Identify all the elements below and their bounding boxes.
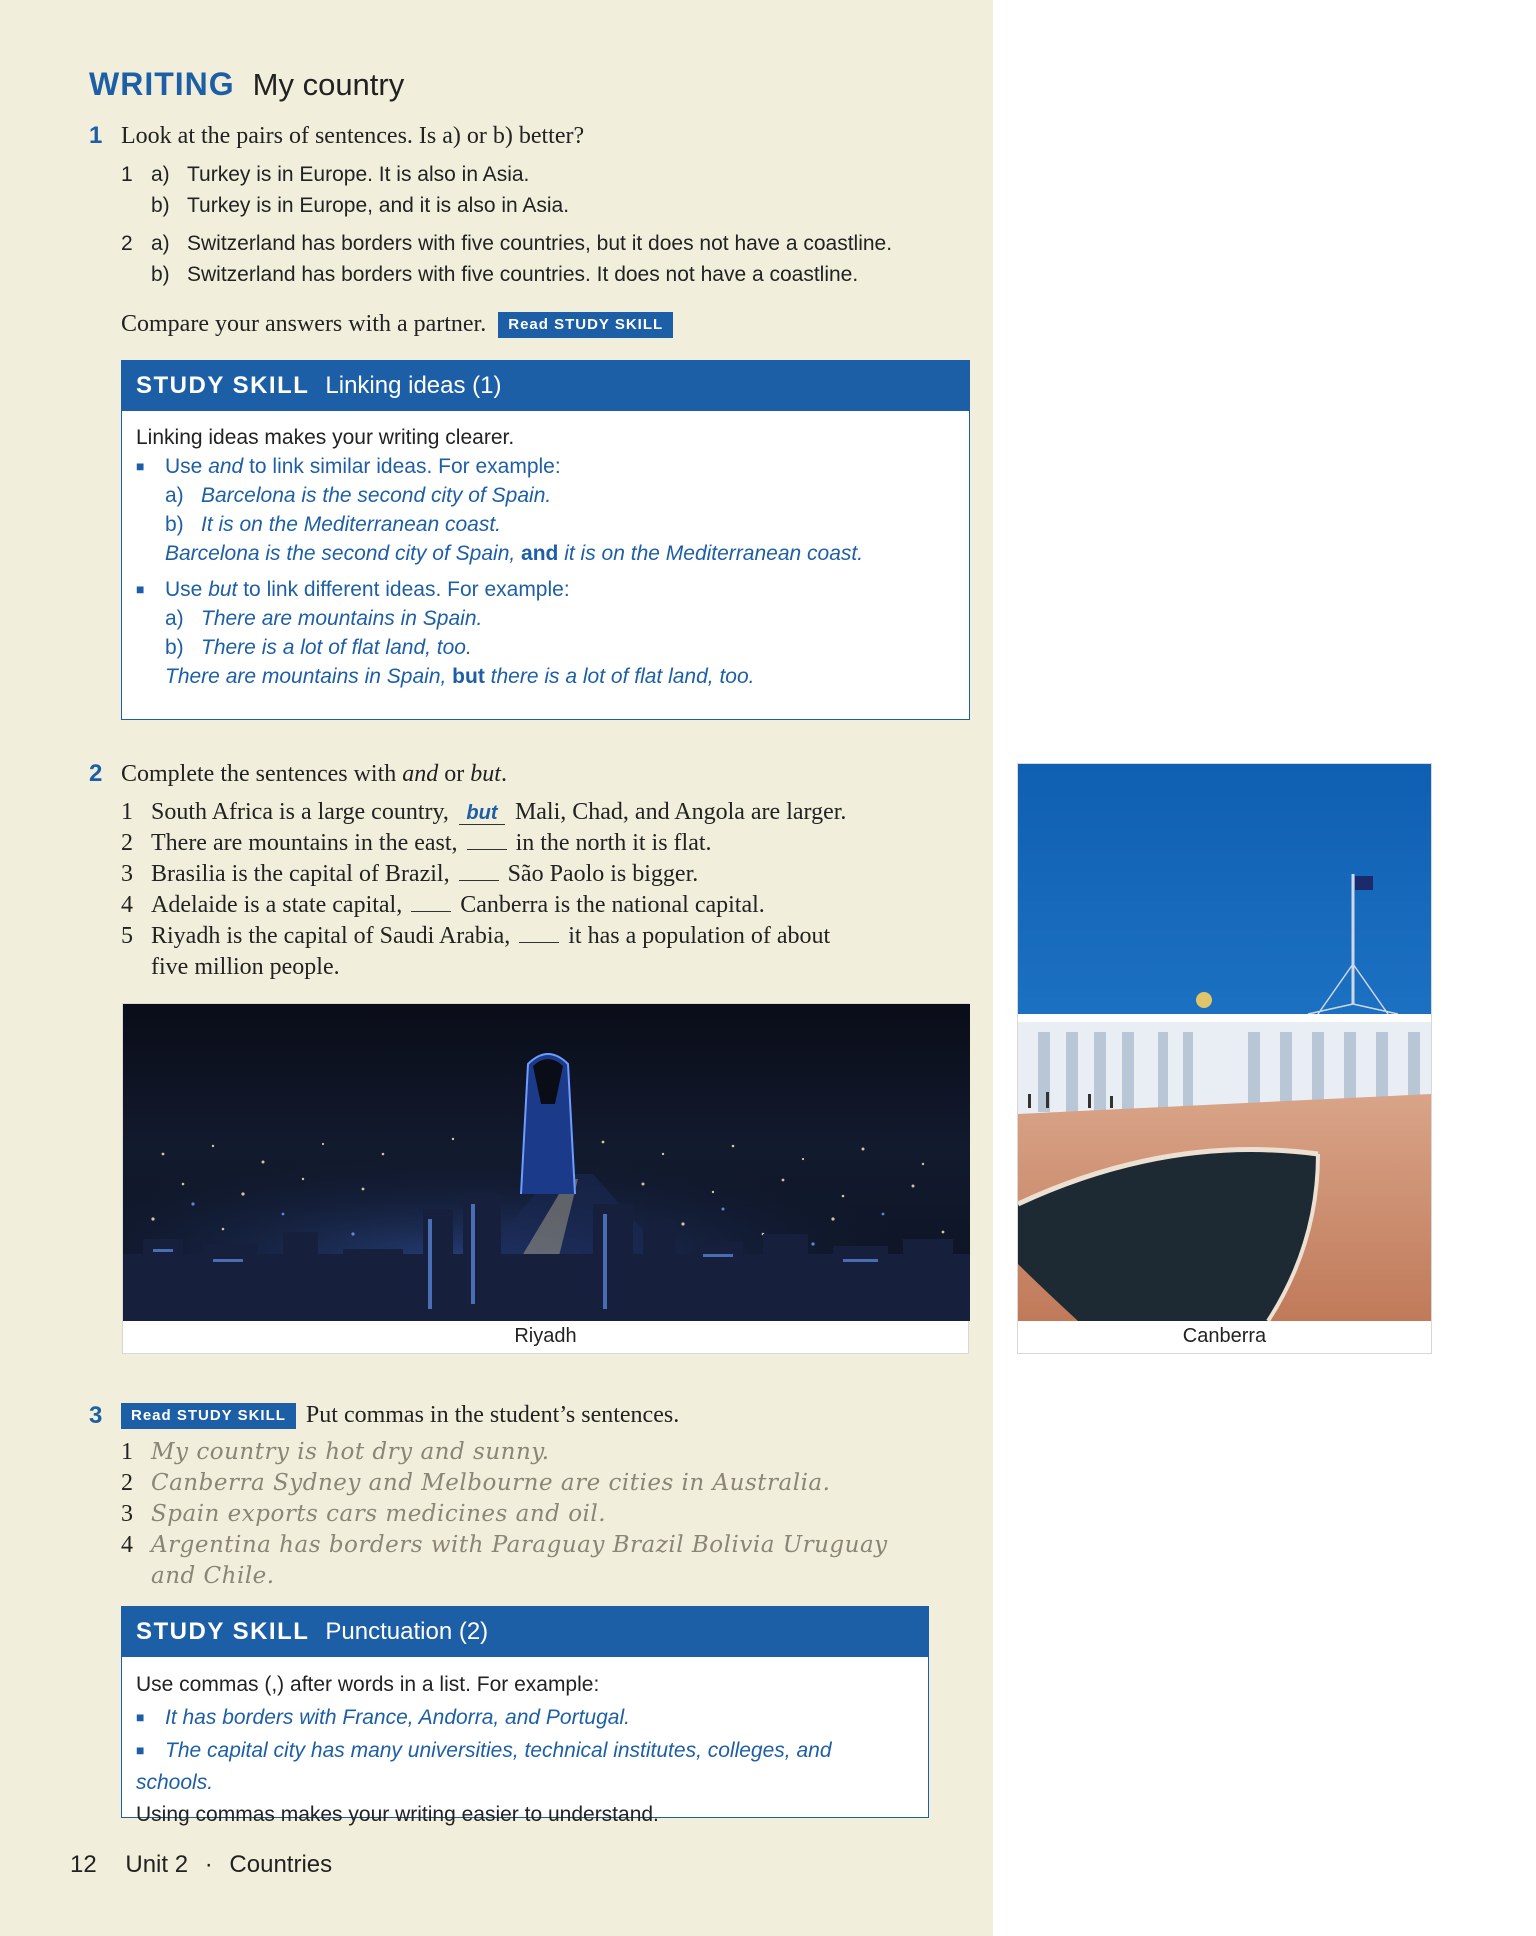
ex3-item-4-cont: and Chile.	[151, 1563, 275, 1589]
ex1-pair-2-a: 2 a) Switzerland has borders with five countries, but it does not have a coastline.	[121, 232, 893, 255]
exercise-3-number: 3	[89, 1402, 103, 1429]
unit-topic: Countries	[229, 1851, 333, 1878]
footer-separator: ·	[204, 1851, 213, 1878]
ex2-sentence-5: 5 Riyadh is the capital of Saudi Arabia, it has a population of about	[121, 923, 831, 949]
read-study-skill-badge[interactable]: Read STUDY SKILL	[121, 1403, 296, 1429]
skill-example-b: b) It is on the Mediterranean coast.	[165, 513, 501, 536]
exercise-1-instruction: Look at the pairs of sentences. Is a) or b) better?	[121, 123, 585, 149]
skill-bullet-but: ■ Use but to link different ideas. For example:	[136, 575, 955, 604]
answer-blank[interactable]	[519, 923, 559, 943]
skill-example-1: ■ It has borders with France, Andorra, and Portugal.	[136, 1701, 914, 1734]
square-bullet-icon: ■	[136, 1709, 145, 1725]
square-bullet-icon: ■	[136, 458, 145, 474]
ex1-pair-1-a: 1 a) Turkey is in Europe. It is also in Asia.	[121, 163, 530, 186]
study-skill-header: STUDY SKILL Linking ideas (1)	[122, 361, 969, 411]
skill-outro: Using commas makes your writing easier to understand.	[136, 1803, 659, 1826]
ex1-pair-2-b: b) Switzerland has borders with five countries. It does not have a coastline.	[151, 263, 859, 286]
study-skill-punctuation	[121, 1606, 929, 1826]
page-footer	[70, 1851, 332, 1879]
study-skill-header: STUDY SKILL Punctuation (2)	[122, 1607, 928, 1657]
study-skill-body	[122, 1657, 928, 1843]
answer-blank[interactable]	[459, 861, 499, 881]
skill-example-result: There are mountains in Spain, but there is a lot of flat land, too.	[165, 665, 755, 688]
exercise-2-sentences	[121, 797, 846, 983]
ex3-item-4: 4 Argentina has borders with Paraguay Brazil Bolivia Uruguay	[121, 1532, 888, 1558]
ex1-compare-line	[121, 309, 673, 339]
ex2-sentence-1: 1 South Africa is a large country, but Mali, Chad, and Angola are larger.	[121, 799, 847, 825]
skill-example-b: b) There is a lot of flat land, too.	[165, 636, 472, 659]
ex3-item-3: 3 Spain exports cars medicines and oil.	[121, 1501, 607, 1527]
unit-label: Unit 2	[125, 1851, 189, 1878]
exercise-1-number: 1	[89, 122, 103, 149]
ex2-sentence-4: 4 Adelaide is a state capital, Canberra is the national capital.	[121, 892, 765, 918]
canberra-parliament-house-image	[1018, 764, 1431, 1321]
section-keyword: WRITING	[89, 66, 235, 102]
skill-intro: Linking ideas makes your writing clearer.	[136, 426, 515, 449]
riyadh-caption: Riyadh	[514, 1325, 577, 1347]
exercise-3-instruction-line	[121, 1400, 679, 1430]
page-number: 12	[70, 1851, 97, 1878]
ex3-item-1: 1 My country is hot dry and sunny.	[121, 1439, 550, 1465]
answer-blank[interactable]	[467, 830, 507, 850]
canberra-photo	[1017, 763, 1432, 1354]
skill-bullet-and: ■ Use and to link similar ideas. For example:	[136, 452, 955, 481]
skill-example-2: ■ The capital city has many universities, technical institutes, colleges, and schools.	[136, 1734, 914, 1799]
canberra-caption: Canberra	[1182, 1325, 1267, 1347]
study-skill-body	[122, 411, 969, 703]
exercise-2-instruction: Complete the sentences with and or but.	[121, 761, 507, 787]
ex2-sentence-5-cont: five million people.	[151, 954, 340, 980]
read-study-skill-badge[interactable]: Read STUDY SKILL	[498, 312, 673, 338]
ex2-sentence-2: 2 There are mountains in the east, in the north it is flat.	[121, 830, 712, 856]
ex3-item-2: 2 Canberra Sydney and Melbourne are cities in Australia.	[121, 1470, 831, 1496]
compare-text: Compare your answers with a partner.	[121, 311, 487, 337]
ex2-sentence-3: 3 Brasilia is the capital of Brazil, São Paolo is bigger.	[121, 861, 699, 887]
square-bullet-icon: ■	[136, 1742, 145, 1758]
skill-intro: Use commas (,) after words in a list. For example:	[136, 1673, 600, 1696]
riyadh-photo	[122, 1003, 969, 1354]
exercise-2-number: 2	[89, 760, 103, 787]
ex1-pair-1-b: b) Turkey is in Europe, and it is also in Asia.	[151, 194, 570, 217]
example-answer: but	[459, 802, 505, 825]
skill-example-result: Barcelona is the second city of Spain, and it is on the Mediterranean coast.	[165, 542, 864, 565]
section-heading	[89, 62, 404, 107]
skill-example-a: a) There are mountains in Spain.	[165, 607, 483, 630]
skill-example-a: a) Barcelona is the second city of Spain.	[165, 484, 552, 507]
exercise-3-instruction: Put commas in the student’s sentences.	[305, 1402, 680, 1428]
study-skill-linking-ideas	[121, 360, 970, 720]
square-bullet-icon: ■	[136, 581, 145, 597]
answer-blank[interactable]	[411, 892, 451, 912]
section-title: My country	[252, 67, 405, 102]
riyadh-night-skyline-image	[123, 1004, 970, 1321]
